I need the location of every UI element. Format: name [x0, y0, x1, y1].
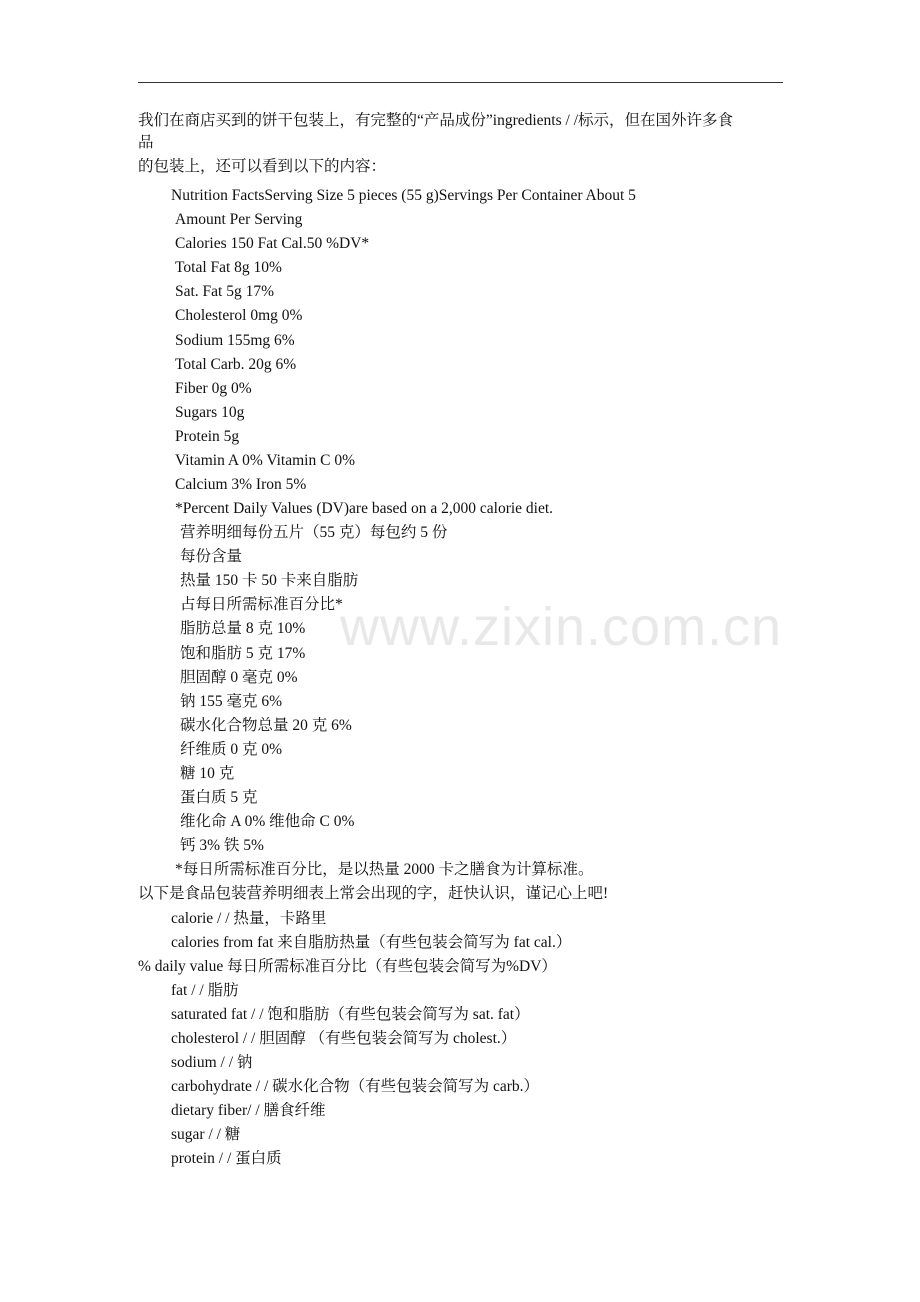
cn-protein-line: 蛋白质 5 克: [180, 789, 258, 806]
amount-per-serving: Amount Per Serving: [175, 211, 303, 228]
cn-dv-footnote: *每日所需标准百分比，是以热量 2000 卡之膳食为计算标准。: [175, 861, 594, 878]
cn-dv-header: 占每日所需标准百分比*: [180, 596, 343, 613]
cn-sodium-line: 钠 155 毫克 6%: [180, 693, 283, 710]
glossary-intro: 以下是食品包装营养明细表上常会出现的字，赶快认识，谨记心上吧!: [138, 885, 609, 902]
cn-serving-header: 营养明细每份五片（55 克）每包约 5 份: [180, 524, 448, 541]
fiber-line: Fiber 0g 0%: [175, 380, 252, 397]
glossary-protein: protein / / 蛋白质: [171, 1150, 282, 1167]
nutrition-facts-header: Nutrition FactsServing Size 5 pieces (55 g)Servings Per Container About 5: [171, 187, 636, 204]
cn-vitamin-line: 维化命 A 0% 维他命 C 0%: [180, 813, 355, 830]
cn-sat-fat-line: 饱和脂肪 5 克 17%: [180, 645, 306, 662]
dv-footnote: *Percent Daily Values (DV)are based on a 2,000 calorie diet.: [175, 500, 554, 517]
glossary-calorie: calorie / / 热量，卡路里: [171, 910, 327, 927]
sugars-line: Sugars 10g: [175, 404, 245, 421]
calories-line: Calories 150 Fat Cal.50 %DV*: [175, 235, 370, 252]
cholesterol-line: Cholesterol 0mg 0%: [175, 307, 303, 324]
glossary-sodium: sodium / / 钠: [171, 1054, 253, 1071]
intro-line-2: 品: [138, 134, 154, 151]
glossary-dietary-fiber: dietary fiber/ / 膳食纤维: [171, 1102, 326, 1119]
cn-total-fat-line: 脂肪总量 8 克 10%: [180, 620, 306, 637]
cn-sugar-line: 糖 10 克: [180, 765, 235, 782]
cn-calories-line: 热量 150 卡 50 卡来自脂肪: [180, 572, 359, 589]
top-divider-rule: [138, 82, 783, 83]
intro-line-3: 的包装上，还可以看到以下的内容：: [138, 158, 387, 175]
intro-line-1: 我们在商店买到的饼干包装上，有完整的“产品成份”ingredients / /标示，但在国外许多食: [138, 112, 733, 129]
cn-carb-line: 碳水化合物总量 20 克 6%: [180, 717, 352, 734]
protein-line: Protein 5g: [175, 428, 240, 445]
total-fat-line: Total Fat 8g 10%: [175, 259, 282, 276]
cn-calcium-iron-line: 钙 3% 铁 5%: [180, 837, 264, 854]
glossary-fat: fat / / 脂肪: [171, 982, 239, 999]
watermark: www.zixin.com.cn: [340, 597, 783, 657]
sat-fat-line: Sat. Fat 5g 17%: [175, 283, 275, 300]
glossary-sugar: sugar / / 糖: [171, 1126, 241, 1143]
glossary-saturated-fat: saturated fat / / 饱和脂肪（有些包装会简写为 sat. fat）: [171, 1006, 530, 1023]
cn-fiber-line: 纤维质 0 克 0%: [180, 741, 283, 758]
vitamin-line: Vitamin A 0% Vitamin C 0%: [175, 452, 355, 469]
cn-cholesterol-line: 胆固醇 0 毫克 0%: [180, 669, 298, 686]
glossary-daily-value: % daily value 每日所需标准百分比（有些包装会简写为%DV）: [138, 958, 557, 975]
sodium-line: Sodium 155mg 6%: [175, 332, 295, 349]
total-carb-line: Total Carb. 20g 6%: [175, 356, 297, 373]
calcium-iron-line: Calcium 3% Iron 5%: [175, 476, 307, 493]
glossary-cholesterol: cholesterol / / 胆固醇 （有些包装会简写为 cholest.）: [171, 1030, 517, 1047]
cn-amount-per-serving: 每份含量: [180, 548, 243, 565]
glossary-carbohydrate: carbohydrate / / 碳水化合物（有些包装会简写为 carb.）: [171, 1078, 540, 1095]
glossary-calories-from-fat: calories from fat 来自脂肪热量（有些包装会简写为 fat cal.）: [171, 934, 572, 951]
